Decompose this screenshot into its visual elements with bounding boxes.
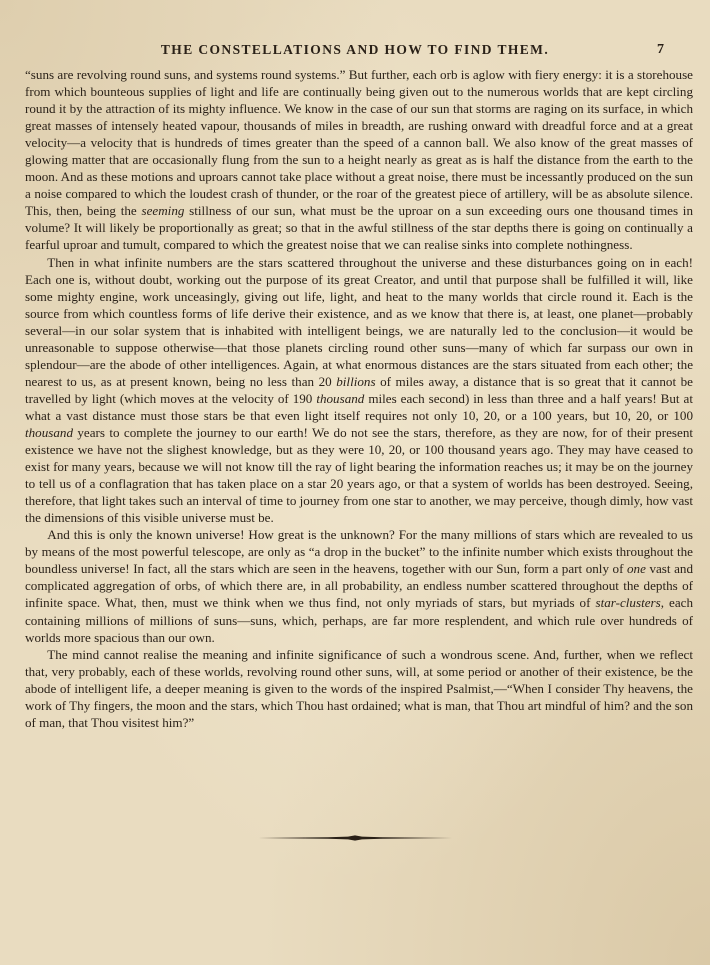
page-number: 7	[657, 42, 664, 57]
italic-emphasis: one	[627, 561, 646, 577]
running-title: THE CONSTELLATIONS AND HOW TO FIND THEM.	[160, 42, 550, 57]
italic-emphasis: star-clusters	[595, 595, 661, 611]
paragraph	[25, 526, 693, 645]
text-run: miles each second) in less than three and a half years! But at what a vast distance must those stars be that even light itself requires not only 10, 20, or a 100 years, but 10, 20, or 100	[25, 390, 693, 423]
paragraph	[25, 646, 693, 731]
text-run: stillness of our sun, what must be the uproar on a sun exceeding ours one thousand times in volume? It will likely be proportionally as great; so that in the awful stillness of the star depths there is going on continually a fearful uproar and tumult, compared to which the greatest noise that we can realise sinks into complete nothingness.	[25, 203, 693, 253]
page-header	[0, 42, 710, 62]
italic-emphasis: billions	[336, 373, 376, 389]
decorative-rule-icon	[258, 833, 452, 843]
text-run: years to complete the journey to our earth! We do not see the stars, therefore, as they are now, for of their present existence we have not the slighest knowledge, but as they were 10, 20, or 100 thousand years ago. They may have ceased to exist for many years, because we will not know till the ray of light bearing the information reaches us; it may be on the journey to tell us of a conflagration that has taken place on a star 20 years ago, or that a system of worlds has been destroyed. Seeing, therefore, that light takes such an interval of time to journey from one star to another, we may perceive, though dimly, how vast the dimensions of this visible universe must be.	[25, 424, 693, 526]
text-run: , each containing millions of millions of suns—suns, which, perhaps, are far more resplendent, and which rule over hundreds of worlds more spacious than our own.	[25, 595, 693, 645]
text-run: vast and complicated aggregation of orbs, of which there are, in all probability, an endless number scattered throughout the depths of infinite space. What, then, must we think when we thus find, not only myriads of stars, but myriads of	[25, 561, 693, 611]
text-run: Then in what infinite numbers are the stars scattered throughout the universe and these disturbances going on in each! Each one is, without doubt, working out the purpose of its great Creator, and until that purpose shall be fulfilled it will, like some mighty engine, work unceasingly, giving out life, light, and heat to the many worlds that circle round it. Each is the source from which countless forms of life derive their existence, and as we know that there is, at least, one planet—probably several—in our solar system that is inhabited with intelligent beings, we are naturally led to the conclusion—it would be unreasonable to suppose otherwise—that those planets circling round other suns—many of which far surpass our own in splendour—are the abode of other intelligences. Again, at what enormous distances are the stars situated from each other; the nearest to us, as at present known, being no less than 20	[25, 254, 693, 389]
text-run: And this is only the known universe! How great is the unknown? For the many millions of stars which are revealed to us by means of the most powerful telescope, are only as “a drop in the bucket” to the infinite number which exists throughout the boundless universe! In fact, all the stars which are seen in the heavens, together with our Sun, form a part only of	[25, 527, 693, 577]
text-run: The mind cannot realise the meaning and infinite significance of such a wondrous scene. And, further, when we reflect that, very probably, each of these worlds, revolving round other suns, will, at some period or another of their existence, be the abode of intelligent life, a deeper meaning is given to the words of the inspired Psalmist,—“When I consider Thy heavens, the work of Thy fingers, the moon and the stars, which Thou hast ordained; what is man, that Thou art mindful of him? and the son of man, that Thou visitest him?”	[25, 646, 693, 730]
italic-emphasis: seeming	[141, 203, 185, 219]
text-run: of miles away, a distance that is so great that it cannot be travelled by light (which moves at the velocity of 190	[25, 373, 693, 406]
italic-emphasis: thousand	[25, 424, 74, 440]
italic-emphasis: thousand	[316, 390, 365, 406]
paragraph	[25, 254, 693, 527]
paragraph	[25, 66, 693, 254]
text-run: “suns are revolving round suns, and systems round systems.” But further, each orb is aglow with fiery energy: it is a storehouse from which bounteous supplies of light and life are continually being given out to the numerous worlds that are kept circling round it by the attraction of its mighty influence. We know in the case of our sun that storms are raging on its surface, in which great masses of intensely heated vapour, thousands of miles in breadth, are rushing onward with dreadful force and at a great velocity—a velocity that is hundreds of times greater than the speed of a cannon ball. We also know of the great masses of glowing matter that are occasionally flung from the sun to a height nearly as great as is half the distance from the earth to the moon. And as these motions and uproars cannot take place without a great noise, there must be incessantly produced on the sun a noise compared to which the loudest crash of thunder, or the roar of the greatest piece of artillery, will be as absolute silence. This, then, being the	[25, 67, 693, 219]
body-text	[25, 66, 693, 731]
